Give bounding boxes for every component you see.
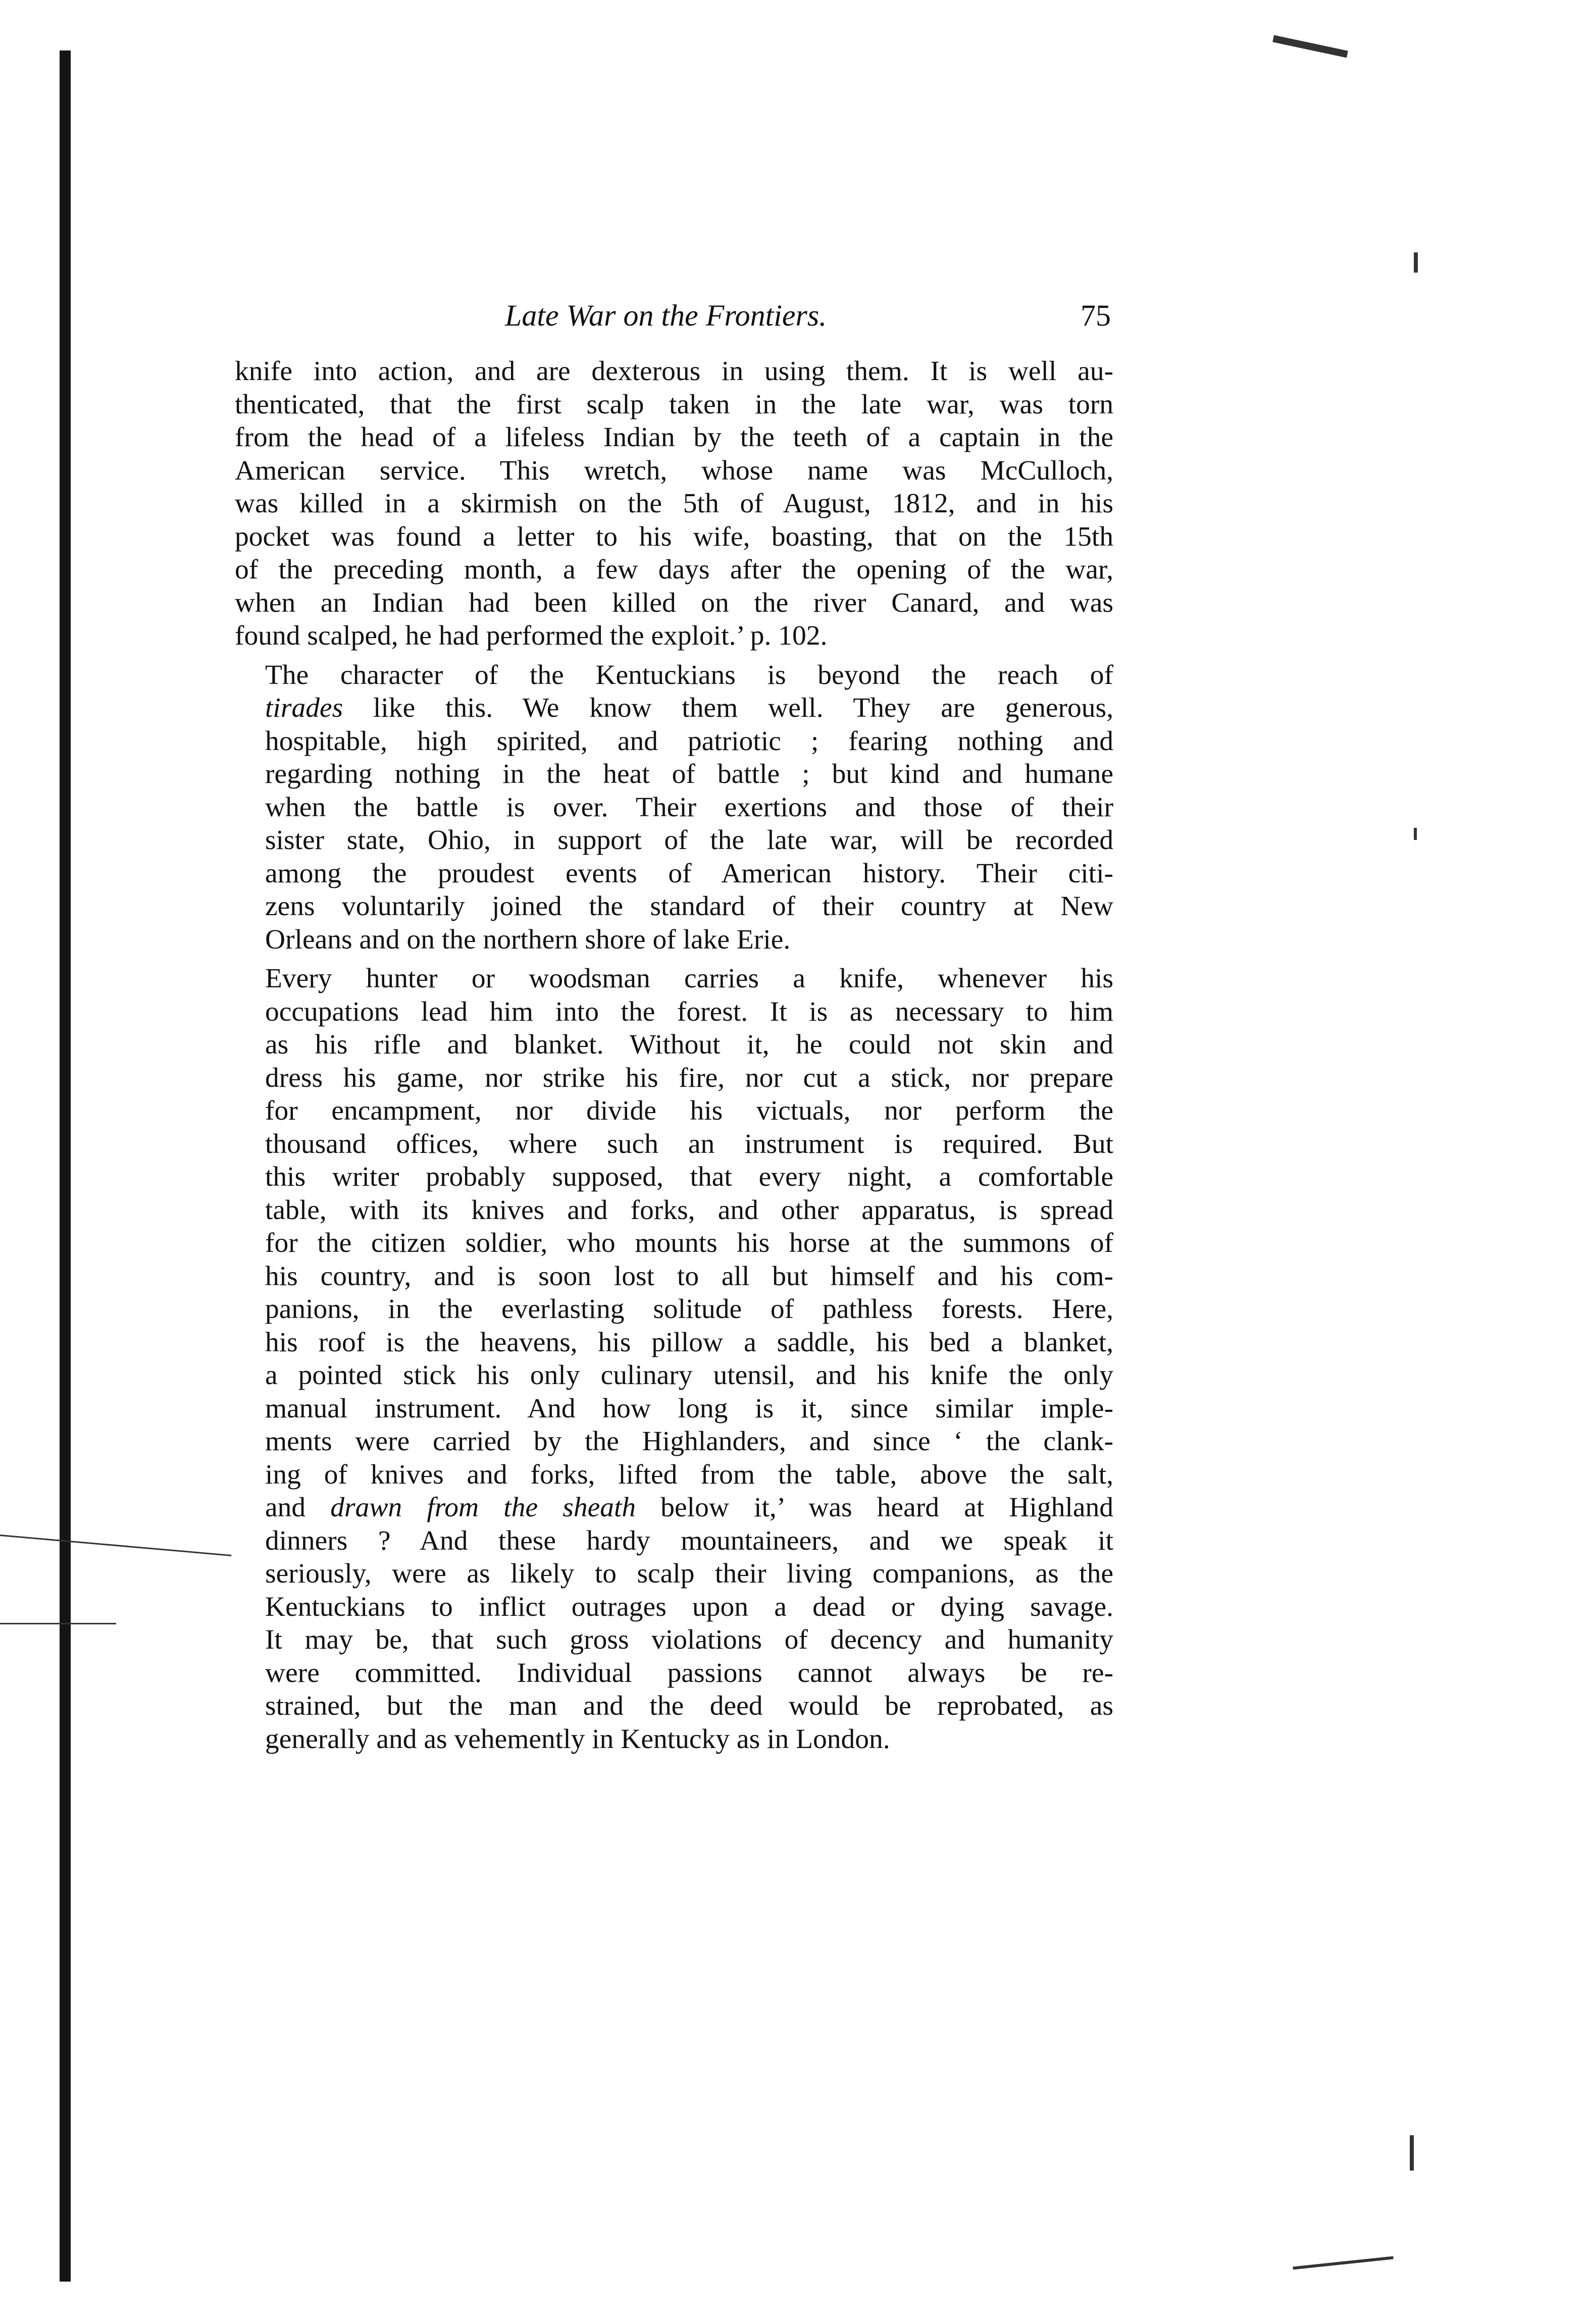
scan-speck [1272, 35, 1348, 58]
text-line: ing of knives and forks, lifted from the table, above the salt, [265, 1459, 1113, 1490]
text-line: manual instrument. And how long is it, since similar imple- [265, 1393, 1113, 1424]
text-line: thenticated, that the first scalp taken in the late war, was torn [235, 389, 1113, 420]
text-line: hospitable, high spirited, and patriotic ; fearing nothing and [265, 725, 1113, 757]
text-line: panions, in the everlasting solitude of pathless forests. Here, [265, 1294, 1113, 1325]
text-line: from the head of a lifeless Indian by the teeth of a captain in the [235, 422, 1113, 453]
text-line: seriously, were as likely to scalp their living companions, as the [265, 1558, 1113, 1589]
text-line: strained, but the man and the deed would be reprobated, as [265, 1691, 1113, 1721]
text-line: The character of the Kentuckians is beyond the reach of [265, 659, 1113, 691]
paragraph-2 [235, 659, 1113, 957]
text-line: dress his game, nor strike his fire, nor cut a stick, nor prepare [265, 1062, 1113, 1093]
page-number: 75 [1081, 299, 1111, 332]
text-line: It may be, that such gross violations of decency and humanity [265, 1624, 1113, 1655]
text-line: pocket was found a letter to his wife, boasting, that on the 15th [235, 521, 1113, 552]
text-line: American service. This wretch, whose name was McCulloch, [235, 455, 1113, 486]
text-line: found scalped, he had performed the exploit.’ p. 102. [235, 620, 828, 651]
text-line: for the citizen soldier, who mounts his horse at the summons of [265, 1228, 1113, 1258]
text-line: as his rifle and blanket. Without it, he could not skin and [265, 1029, 1113, 1060]
text-line: this writer probably supposed, that every night, a comfortable [265, 1161, 1113, 1192]
text-line: a pointed stick his only culinary utensil, and his knife the only [265, 1360, 1113, 1391]
text-line: when the battle is over. Their exertions and those of their [265, 791, 1113, 823]
binding-edge [60, 50, 71, 2282]
scan-speck [1293, 2256, 1394, 2270]
text-line: regarding nothing in the heat of battle ; but kind and humane [265, 759, 1113, 789]
text-line: was killed in a skirmish on the 5th of August, 1812, and in his [235, 488, 1113, 519]
scan-speck [0, 1535, 231, 1556]
text-line: occupations lead him into the forest. It is as necessary to him [265, 996, 1113, 1027]
text-line: his roof is the heavens, his pillow a saddle, his bed a blanket, [265, 1327, 1113, 1358]
text-line: when an Indian had been killed on the river Canard, and was [235, 587, 1113, 618]
text-line: table, with its knives and forks, and other apparatus, is spread [265, 1194, 1113, 1226]
page-header [237, 295, 1111, 341]
paragraph-3 [235, 962, 1113, 1756]
italic-phrase: drawn from the sheath [330, 1492, 636, 1523]
running-head: Late War on the Frontiers. [505, 299, 827, 332]
text-line: generally and as vehemently in Kentucky as in London. [265, 1723, 890, 1755]
body-text [235, 355, 1113, 1762]
text-line: Orleans and on the northern shore of lake Erie. [265, 924, 791, 955]
text-line: dinners ? And these hardy mountaineers, and we speak it [265, 1525, 1113, 1556]
text-line: knife into action, and are dexterous in using them. It is well au- [235, 356, 1113, 387]
italic-word: tirades [265, 693, 343, 723]
text-line: his country, and is soon lost to all but himself and his com- [265, 1260, 1113, 1292]
paragraph-1 [235, 355, 1113, 653]
text-line: Every hunter or woodsman carries a knife, whenever his [265, 963, 1113, 994]
text-line: for encampment, nor divide his victuals, nor perform the [265, 1095, 1113, 1126]
scan-speck [1414, 828, 1417, 840]
text-line-with-italic: tirades like this. We know them well. They are generous, [265, 693, 1113, 723]
scan-speck [1410, 2135, 1414, 2171]
text-line: Kentuckians to inflict outrages upon a dead or dying savage. [265, 1591, 1113, 1622]
text-line: zens voluntarily joined the standard of their country at New [265, 891, 1113, 922]
text-line: sister state, Ohio, in support of the late war, will be recorded [265, 825, 1113, 856]
text-line: thousand offices, where such an instrument is required. But [265, 1128, 1113, 1159]
text-line: among the proudest events of American history. Their citi- [265, 858, 1113, 889]
text-line: were committed. Individual passions cannot always be re- [265, 1657, 1113, 1688]
text-line: ments were carried by the Highlanders, and since ‘ the clank- [265, 1426, 1113, 1457]
scan-speck [0, 1623, 116, 1624]
text-line-with-italic: and drawn from the sheath below it,’ was heard at Highland [265, 1492, 1113, 1523]
scan-speck [1414, 252, 1418, 273]
text-line: of the preceding month, a few days after the opening of the war, [235, 554, 1113, 585]
